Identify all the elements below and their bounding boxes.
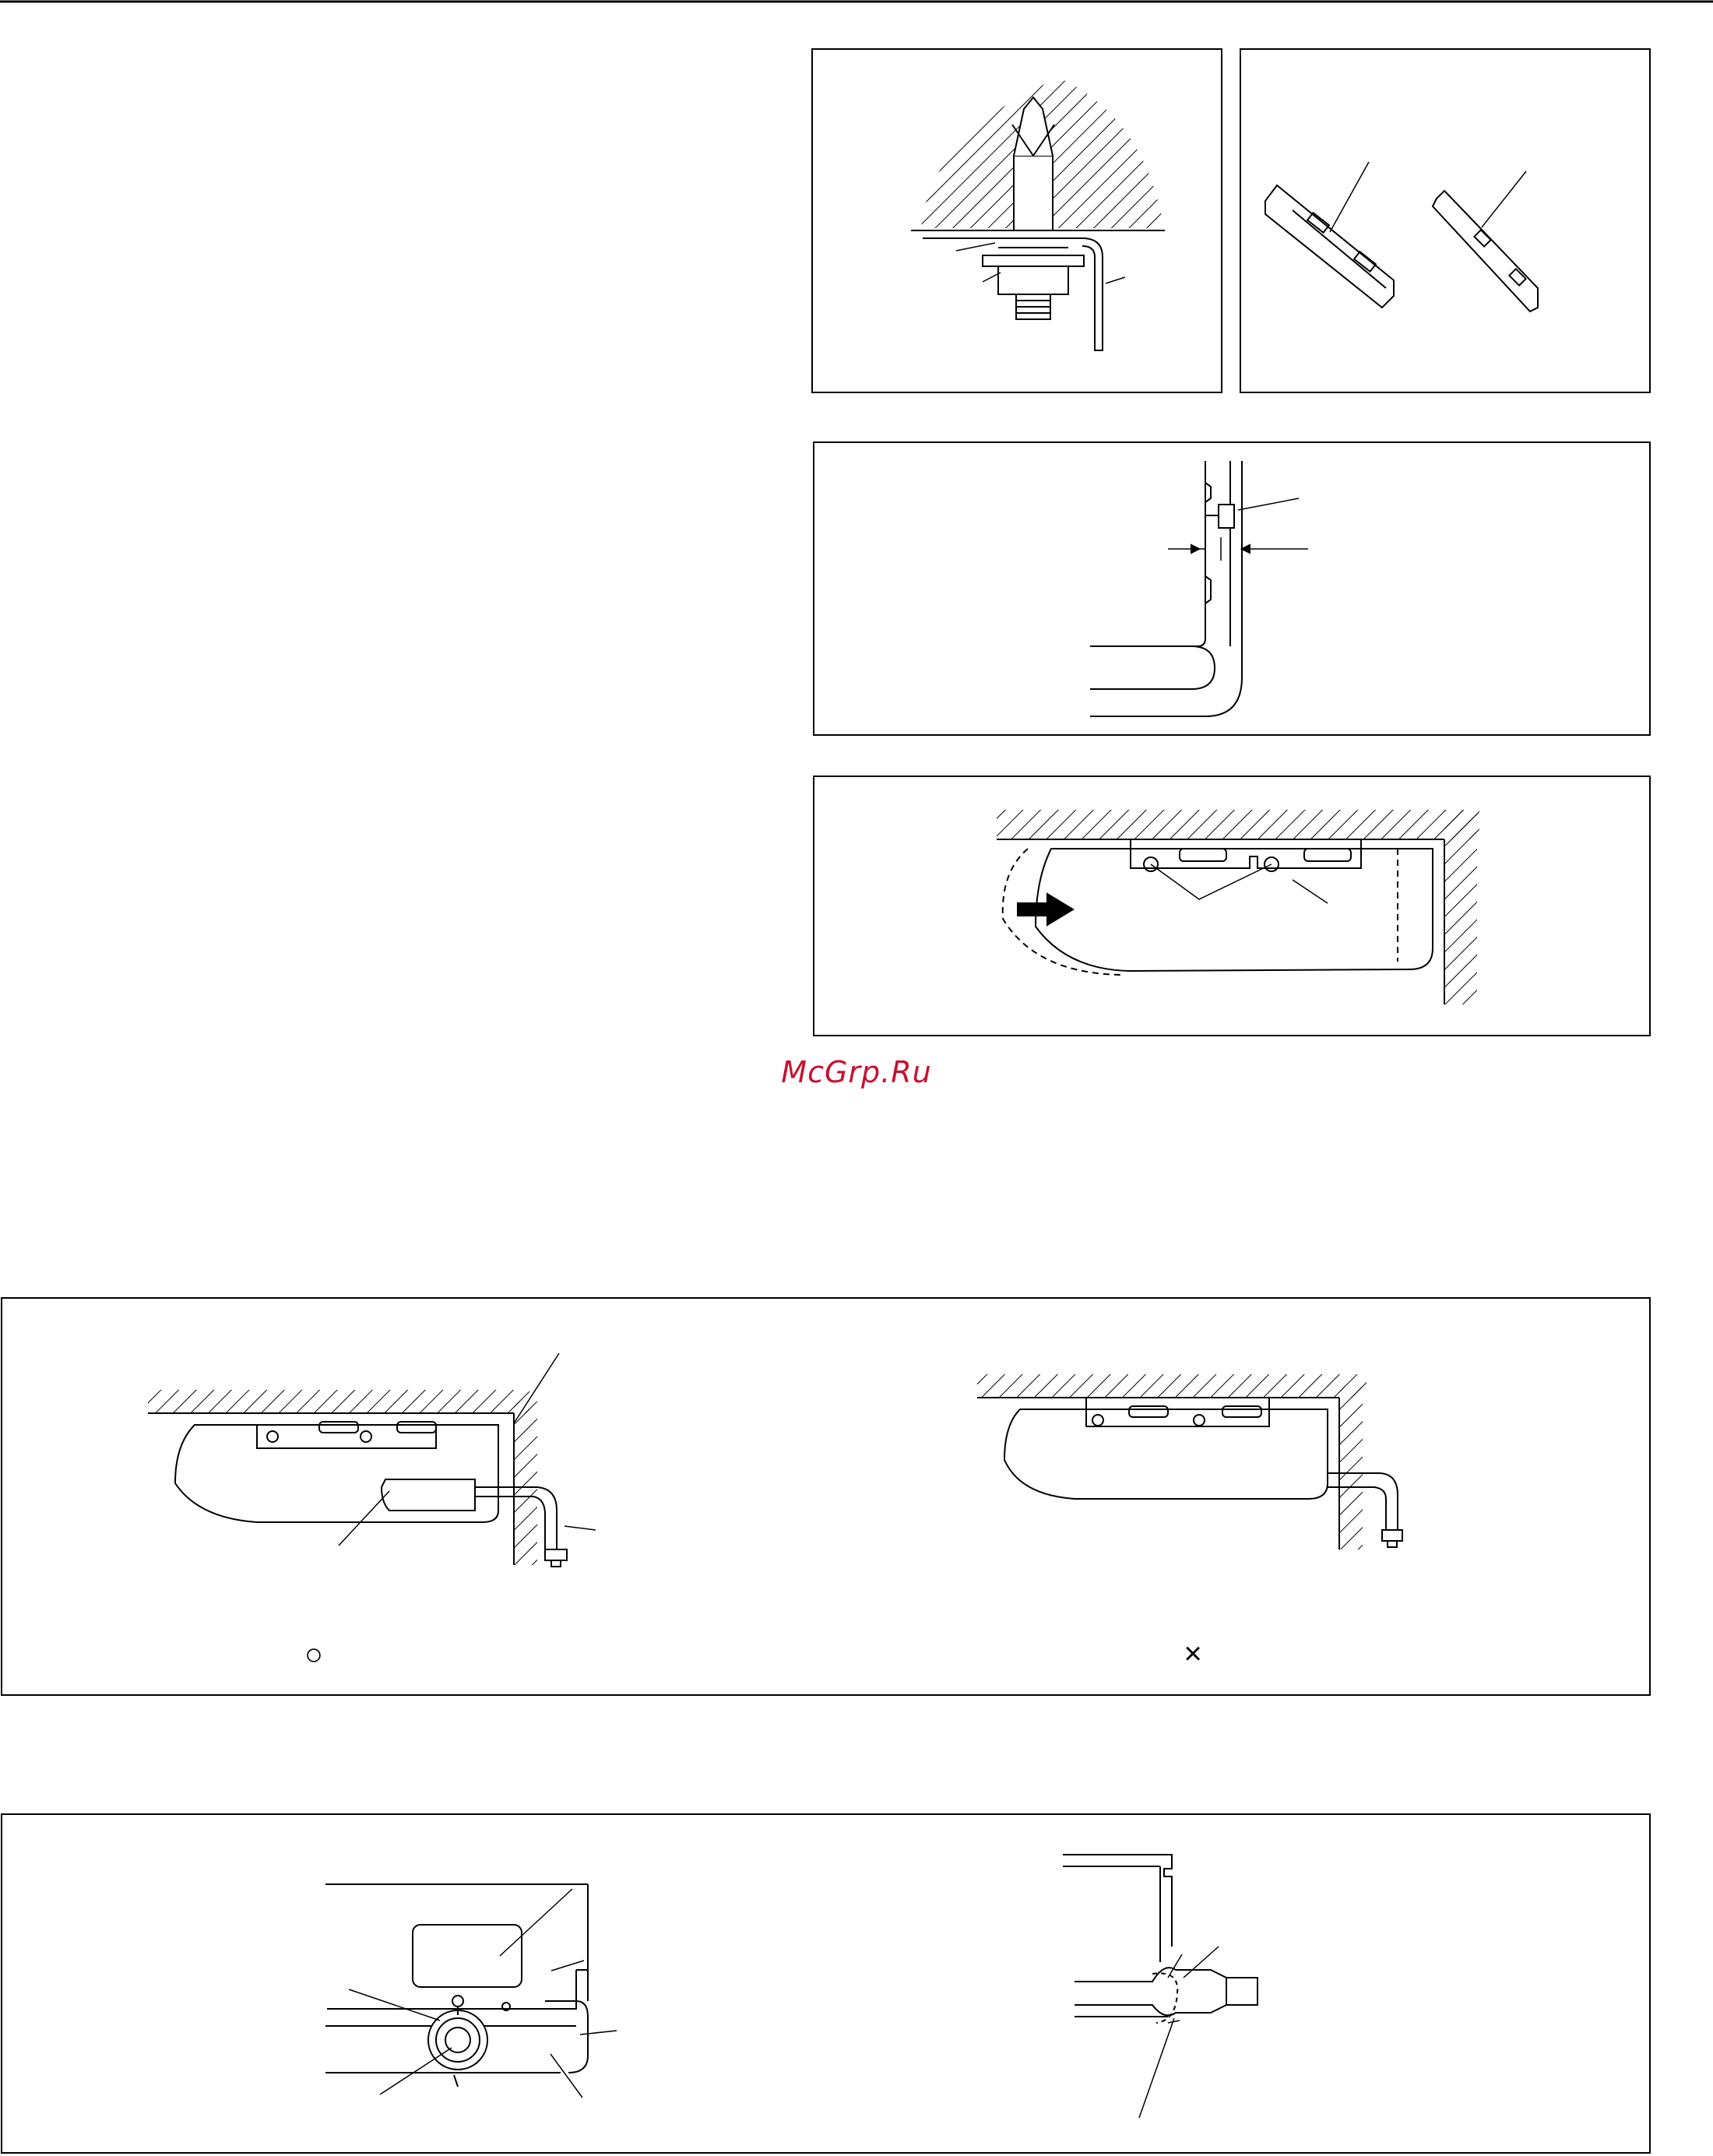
figure-anchor-bolt <box>812 49 1222 392</box>
correct-mark: ○ <box>304 1637 324 1672</box>
figure-hanger-brackets <box>1240 49 1650 392</box>
figure-bracket-gap <box>814 442 1650 735</box>
figure-drain-detail <box>2 1814 1650 2153</box>
wrong-mark: × <box>1184 1637 1202 1671</box>
watermark-text: McGrp.Ru <box>781 1055 932 1089</box>
figure-slide-unit <box>814 776 1650 1036</box>
figure-piping-correct-vs-wrong <box>2 1298 1650 1695</box>
